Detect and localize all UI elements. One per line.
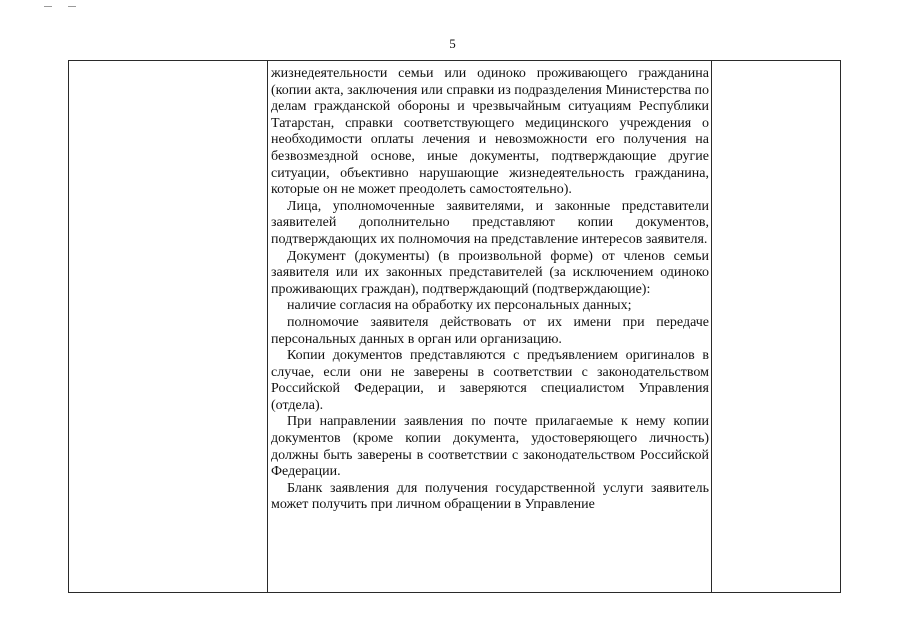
scan-mark	[44, 6, 52, 7]
paragraph: полномочие заявителя действовать от их имени при передаче персональных данных в орган или организацию.	[271, 314, 709, 347]
column-divider-left	[267, 61, 268, 592]
paragraph: Документ (документы) (в произвольной форме) от членов семьи заявителя или их законных представителей (за исключением одиноко проживающих граждан), подтверждающий (подтверждающие):	[271, 248, 709, 297]
page-number: 5	[449, 36, 456, 51]
paragraph: Бланк заявления для получения государственной услуги заявитель может получить при личном обращении в Управление	[271, 480, 709, 513]
column-divider-right	[711, 61, 712, 592]
paragraph: При направлении заявления по почте прилагаемые к нему копии документов (кроме копии документа, удостоверяющего личность) должны быть заверены в соответствии с законодательством Российской Федерации.	[271, 414, 709, 480]
table-cell-content	[269, 66, 711, 514]
paragraph: Лица, уполномоченные заявителями, и законные представители заявителей дополнительно представляют копии документов, подтверждающих их полномочия на представление интересов заявителя.	[271, 198, 709, 247]
document-table	[68, 60, 841, 593]
scan-mark	[68, 6, 76, 7]
paragraph: жизнедеятельности семьи или одиноко проживающего гражданина (копии акта, заключения или справки из подразделения Министерства по делам гражданской обороны и чрезвычайным ситуациям Республики Татарстан, справки соответствующего медицинского учреждения о необходимости оплаты лечения и невозможности его получения на безвозмездной основе, иные документы, подтверждающие другие ситуации, объективно нарушающие жизнедеятельность гражданина, которые он не может преодолеть самостоятельно).	[271, 66, 709, 198]
paragraph: наличие согласия на обработку их персональных данных;	[287, 298, 632, 314]
paragraph: Копии документов представляются с предъявлением оригиналов в случае, если они не заверены в соответствии с законодательством Российской Федерации, и заверяются специалистом Управления (отдела).	[271, 348, 709, 413]
